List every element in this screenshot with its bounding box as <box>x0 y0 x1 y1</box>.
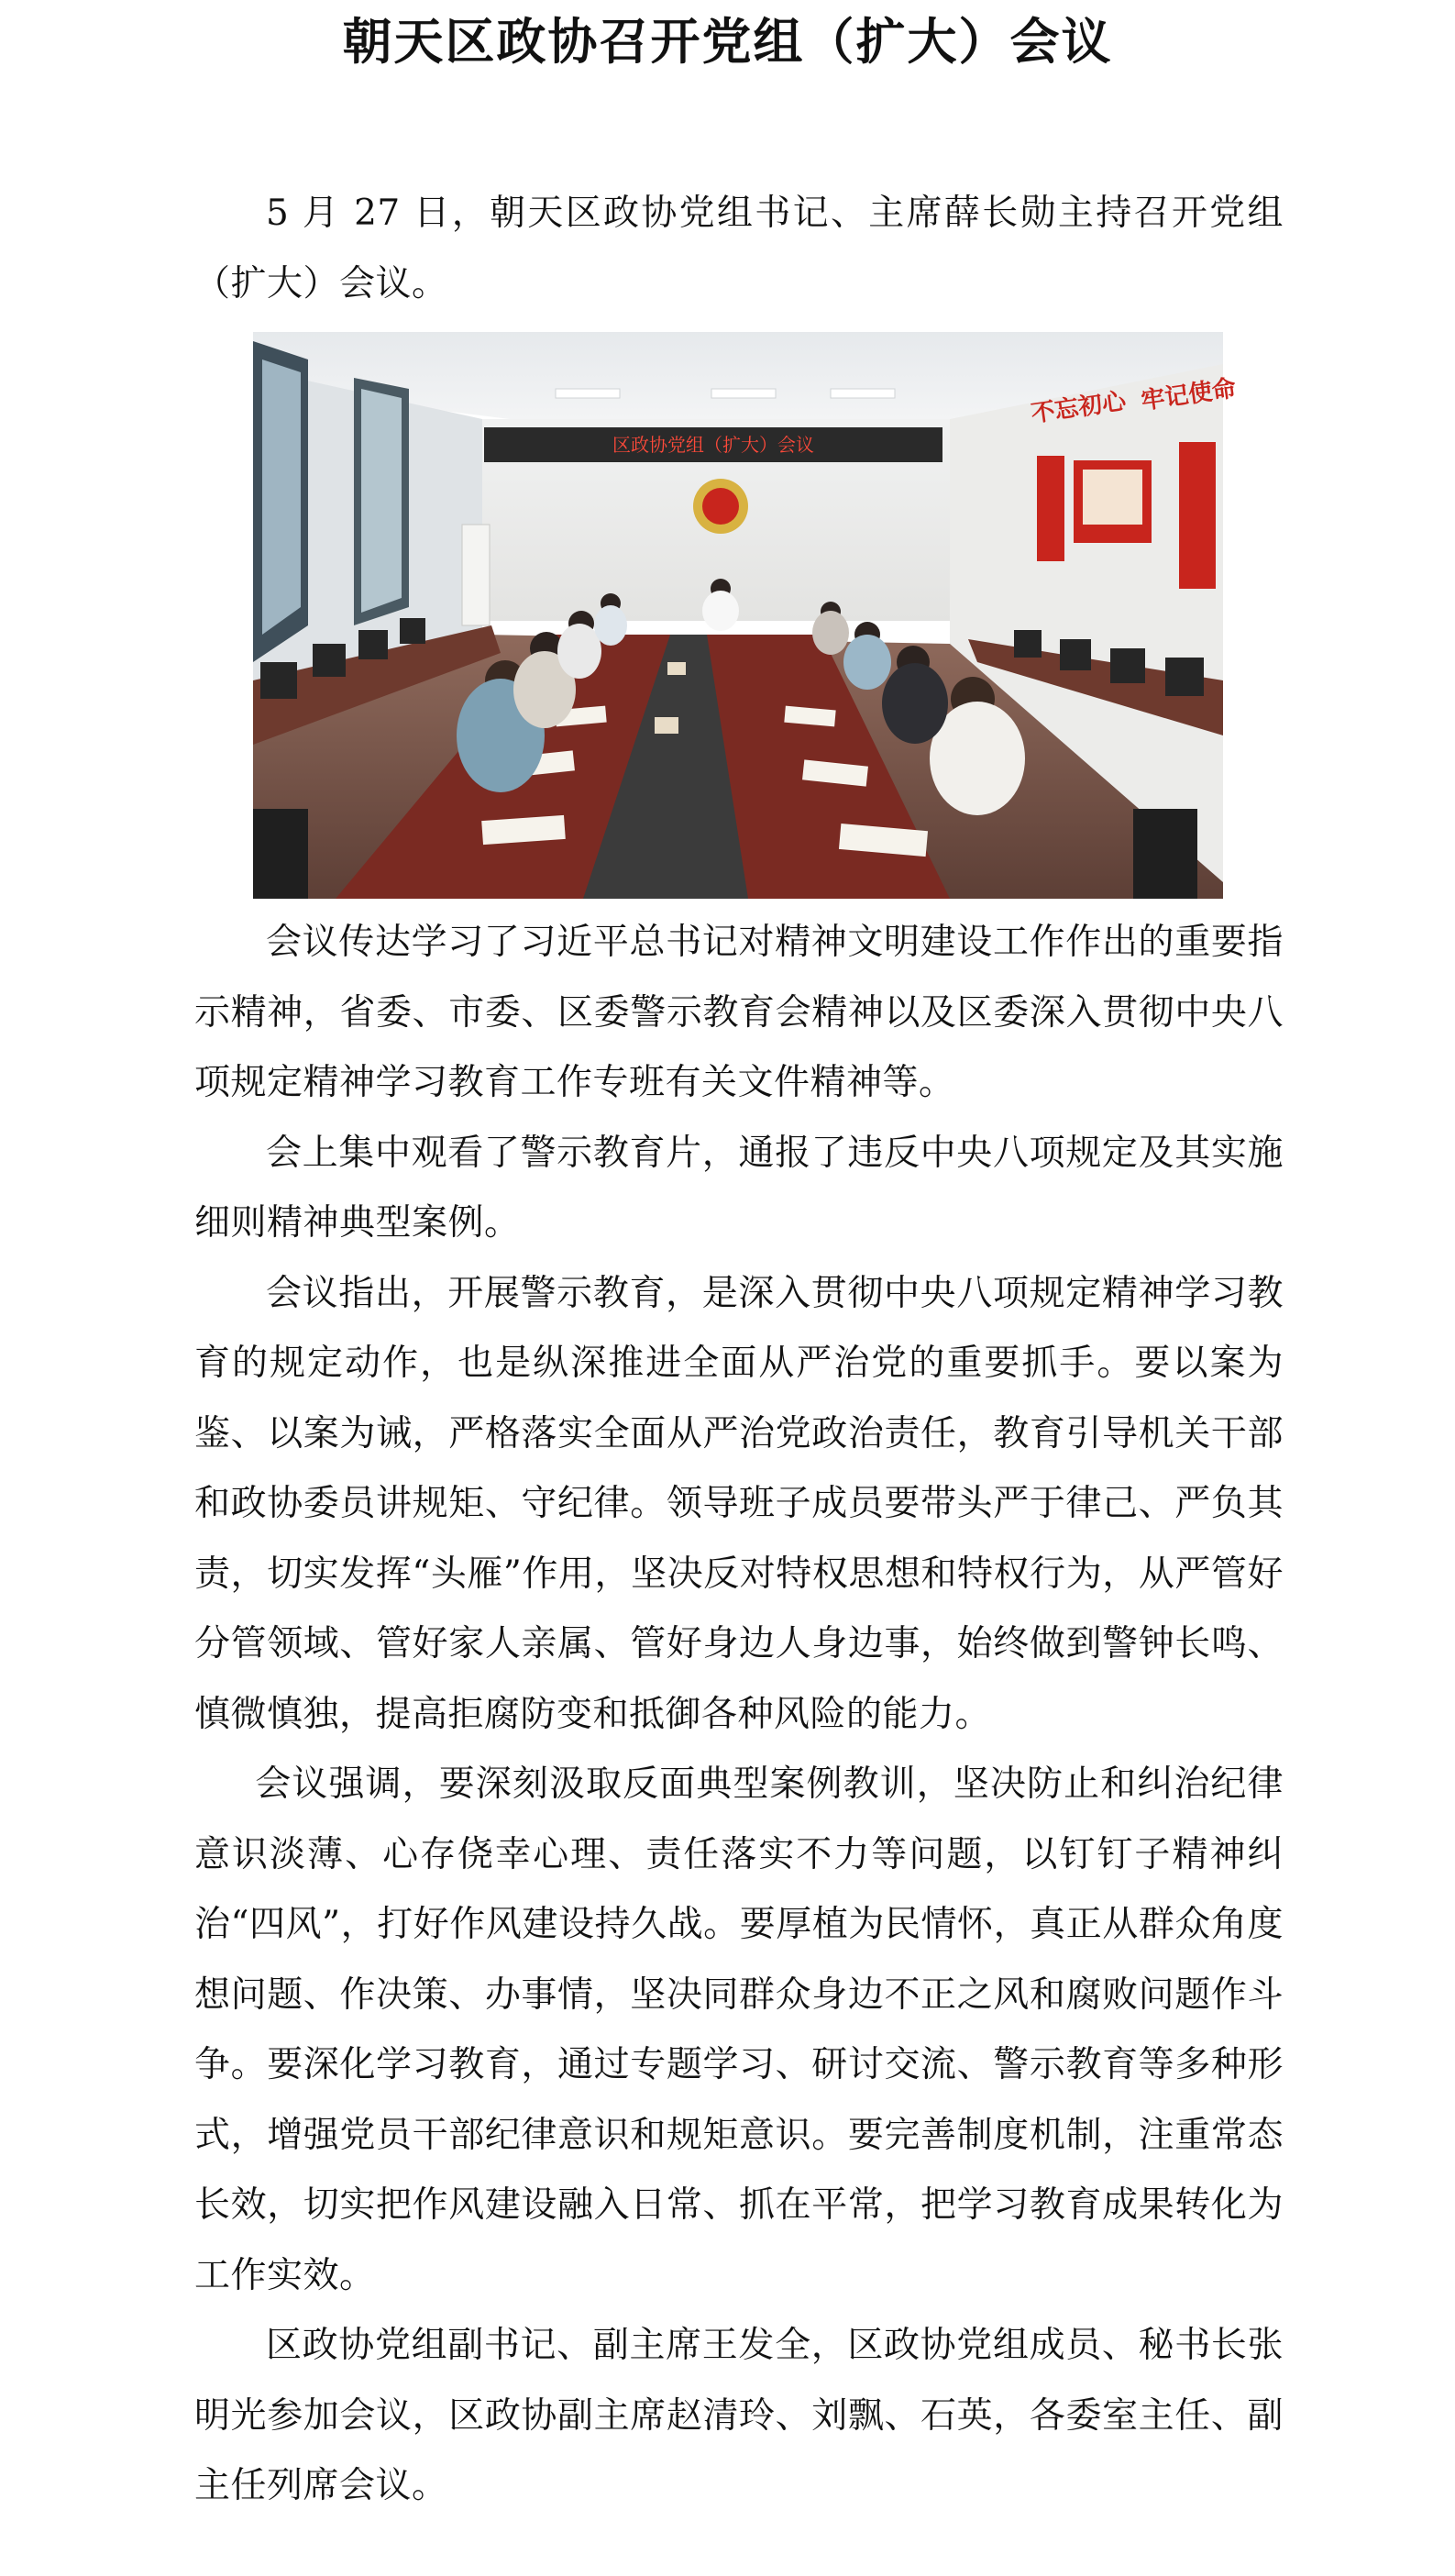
wall-slogan-right: 牢记使命 <box>1139 374 1238 415</box>
article-body <box>194 179 1284 2522</box>
page-title: 朝天区政协召开党组（扩大）会议 <box>342 13 1113 71</box>
article-paragraph: 会上集中观看了警示教育片，通报了违反中央八项规定及其实施细则精神典型案例。 <box>194 1132 1284 1244</box>
wall-slogan-left: 不忘初心 <box>1029 387 1128 428</box>
meeting-photo <box>253 332 1238 899</box>
article-paragraph: 会议传达学习了习近平总书记对精神文明建设工作作出的重要指示精神，省委、市委、区委警示教育会精神以及区委深入贯彻中央八项规定精神学习教育工作专班有关文件精神等。 <box>194 922 1284 1103</box>
article-paragraph: 5 月 27 日，朝天区政协党组书记、主席薛长勋主持召开党组（扩大）会议。 <box>194 193 1284 304</box>
banner-text: 区政协党组（扩大）会议 <box>612 434 814 456</box>
article-paragraph: 会议指出，开展警示教育，是深入贯彻中央八项规定精神学习教育的规定动作，也是纵深推进全面从严治党的重要抓手。要以案为鉴、以案为诫，严格落实全面从严治党政治责任，教育引导机关干部和政协委员讲规矩、守纪律。领导班子成员要带头严于律己、严负其责，切实发挥“头雁”作用，坚决反对特权思想和特权行为，从严管好分管领域、管好家人亲属、管好身边人身边事，始终做到警钟长鸣、慎微慎独，提高拒腐防变和抵御各种风险的能力。 <box>194 1272 1284 1735</box>
article-paragraph: 会议强调，要深刻汲取反面典型案例教训，坚决防止和纠治纪律意识淡薄、心存侥幸心理、责任落实不力等问题，以钉钉子精神纠治“四风”，打好作风建设持久战。要厚植为民情怀，真正从群众角度想问题、作决策、办事情，坚决同群众身边不正之风和腐败问题作斗争。要深化学习教育，通过专题学习、研讨交流、警示教育等多种形式，增强党员干部纪律意识和规矩意识。要完善制度机制，注重常态长效，切实把作风建设融入日常、抓在平常，把学习教育成果转化为工作实效。 <box>194 1763 1284 2296</box>
article-paragraph: 区政协党组副书记、副主席王发全，区政协党组成员、秘书长张明光参加会议，区政协副主席赵清玲、刘飘、石英，各委室主任、副主任列席会议。 <box>194 2325 1284 2506</box>
